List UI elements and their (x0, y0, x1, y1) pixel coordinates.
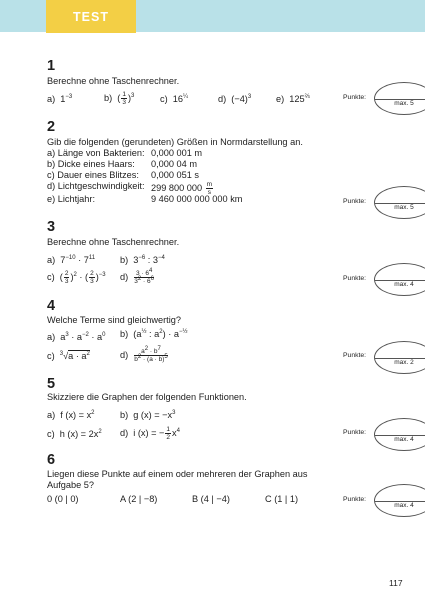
test-tab: TEST (46, 0, 136, 33)
score-circle[interactable] (374, 82, 425, 115)
task-4-prompt: Welche Terme sind gleichwertig? (47, 315, 181, 325)
task-1b: b) ( $\frac{1}{3}$ )$^3$ (104, 91, 135, 106)
task-4-number: 4 (47, 298, 56, 314)
task-4d: d) $\frac{a^2 \cdot b^7}{b^2 \cdot (a \cdot b)^5}$ (120, 345, 168, 363)
max-points: max. 2 (394, 359, 414, 366)
task-6-prompt-line2: Aufgabe 5? (47, 480, 95, 490)
task-1d: d) $(-4)^3$ (218, 93, 252, 104)
task-4b: b) ($a^{\frac{1}{2}}$ : $a^2) \cdot a^{-\frac{1}{2}}$ (120, 328, 188, 339)
task-4a: a) $a^3 \cdot a^{-2} \cdot a^0$ (47, 331, 106, 342)
punkte-label: Punkte: (343, 198, 367, 205)
task-5d: d) i (x) = − $\frac{1}{2}$ $x^4$ (120, 426, 180, 441)
task-6-point: A (2 | −8) (120, 494, 158, 504)
task-3-prompt: Berechne ohne Taschenrechner. (47, 237, 180, 247)
task-2a-label: a) Länge von Bakterien: (47, 148, 145, 158)
task-2b-value: 0,000 04 m (151, 159, 197, 169)
task-1e: e) $125^{\frac{2}{3}}$ (276, 93, 310, 104)
task-2-number: 2 (47, 119, 56, 135)
task-2c-label: c) Dauer eines Blitzes: (47, 170, 139, 180)
task-3b: b) $3^{-6}$ : $3^{-4}$ (120, 254, 165, 265)
task-6-number: 6 (47, 452, 56, 468)
task-5-prompt: Skizziere die Graphen der folgenden Funktionen. (47, 392, 247, 402)
punkte-label: Punkte: (343, 496, 367, 503)
task-2d-value: 299 800 000 $\frac{m}{s}$ (151, 181, 213, 196)
task-1a: a) $1^{-3}$ (47, 93, 73, 104)
task-5c: c) h $(x) = 2x^2$ (47, 428, 102, 439)
task-2a-value: 0,000 001 m (151, 148, 203, 158)
task-5b: b) g $(x) = -x^3$ (120, 409, 176, 420)
task-1-number: 1 (47, 58, 56, 74)
score-circle[interactable] (374, 263, 425, 296)
task-2b-label: b) Dicke eines Haars: (47, 159, 135, 169)
task-3c: c) ( $\frac{2}{3}$ )$^2$ · ( $\frac{2}{3}$ )$^{-3}$ (47, 270, 106, 285)
task-1-prompt: Berechne ohne Taschenrechner. (47, 76, 180, 86)
max-points: max. 4 (394, 281, 414, 288)
score-circle[interactable] (374, 418, 425, 451)
task-2c-value: 0,000 051 s (151, 170, 200, 180)
task-6-prompt: Liegen diese Punkte auf einem oder mehreren der Graphen aus (47, 469, 308, 479)
score-circle[interactable] (374, 186, 425, 219)
max-points: max. 4 (394, 436, 414, 443)
task-4c: c) $^3√a \cdot a^2$ (47, 350, 90, 361)
task-3-number: 3 (47, 219, 56, 235)
task-6-point: C (1 | 1) (265, 494, 299, 504)
punkte-label: Punkte: (343, 94, 367, 101)
max-points: max. 5 (394, 100, 414, 107)
task-2d-label: d) Lichtgeschwindigkeit: (47, 181, 145, 191)
punkte-label: Punkte: (343, 275, 367, 282)
score-circle[interactable] (374, 484, 425, 517)
task-3d: d) $\frac{3 \cdot 6^4}{3^2 \cdot 6^6}$ (120, 267, 154, 285)
task-5-number: 5 (47, 376, 56, 392)
task-2-prompt: Gib die folgenden (gerundeten) Größen in Normdarstellung an. (47, 137, 303, 147)
task-2e-value: 9 460 000 000 000 km (151, 194, 243, 204)
task-6-point: B (4 | −4) (192, 494, 230, 504)
task-2d-number: 299 800 000 (151, 182, 203, 193)
task-6-point: 0 (0 | 0) (47, 494, 79, 504)
punkte-label: Punkte: (343, 352, 367, 359)
page-number: 117 (389, 578, 403, 588)
score-circle[interactable] (374, 341, 425, 374)
task-5a: a) f $(x) = x^2$ (47, 409, 95, 420)
max-points: max. 5 (394, 204, 414, 211)
task-3a: a) $7^{-10} \cdot 7^{11}$ (47, 254, 96, 265)
punkte-label: Punkte: (343, 429, 367, 436)
max-points: max. 4 (394, 502, 414, 509)
task-2e-label: e) Lichtjahr: (47, 194, 96, 204)
task-1c: c) $16^{\frac{1}{4}}$ (160, 93, 188, 104)
